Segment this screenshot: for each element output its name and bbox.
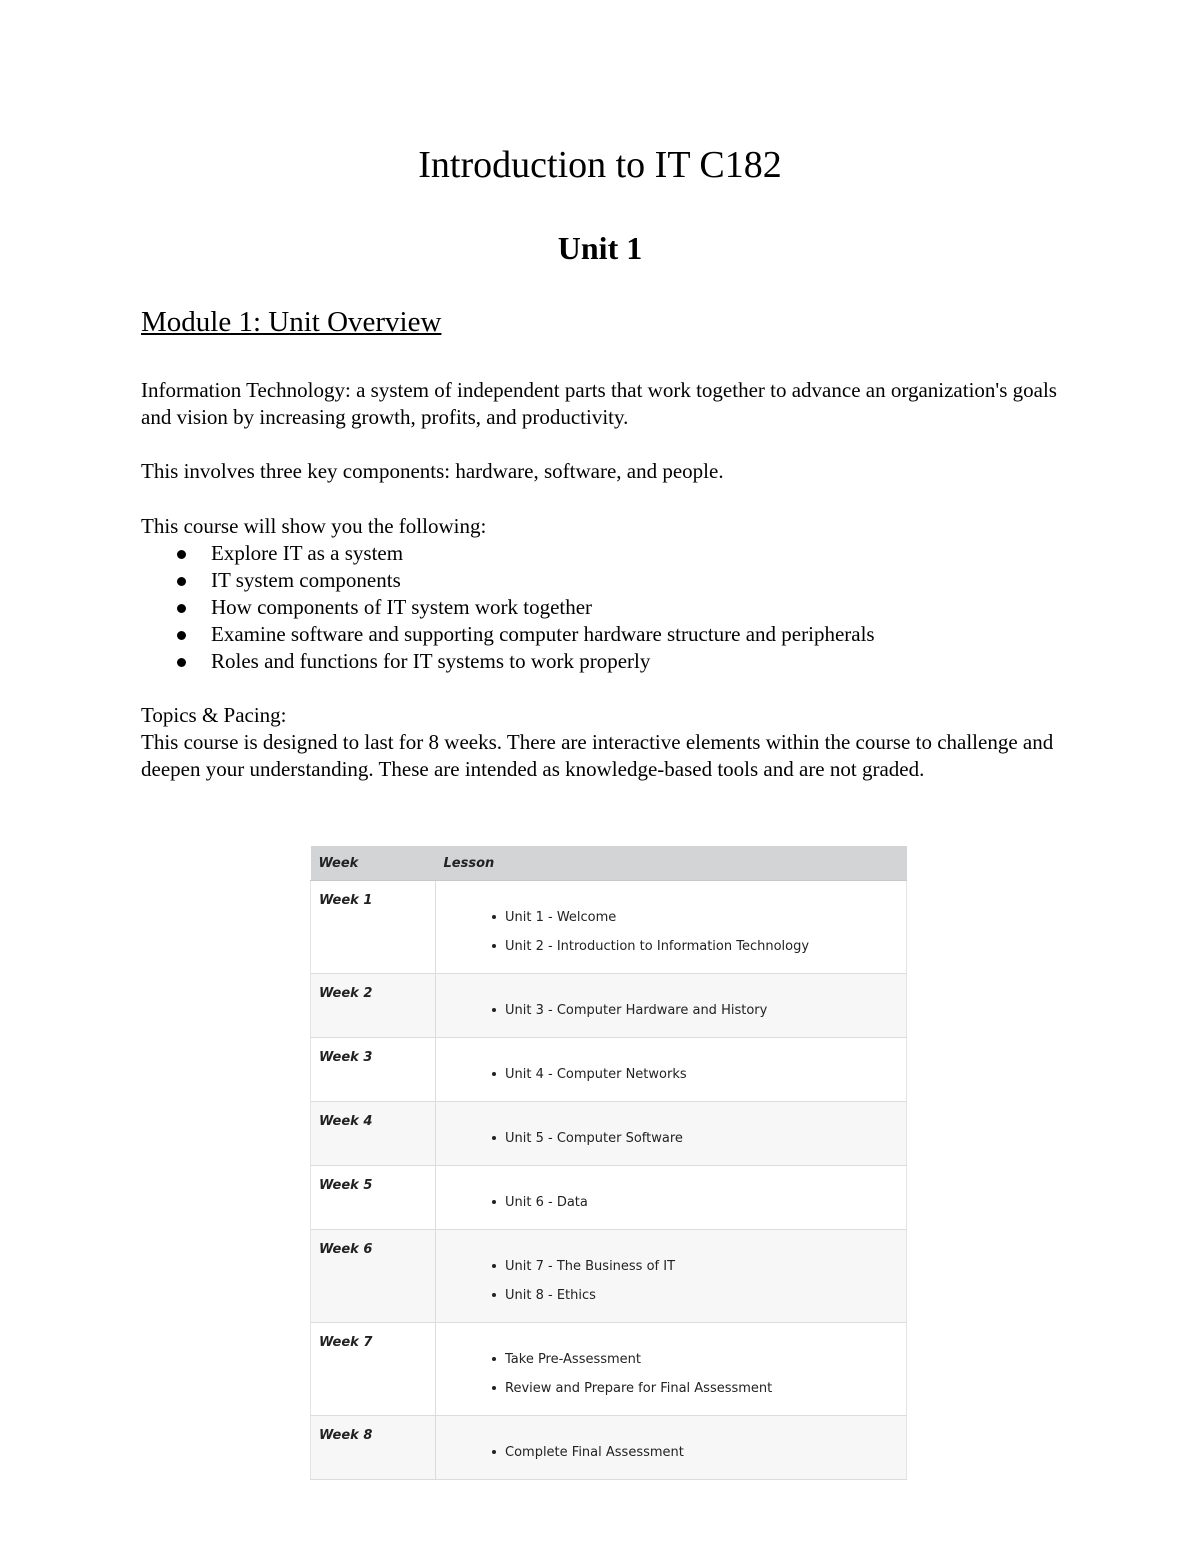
list-item-text: Roles and functions for IT systems to work properly	[211, 649, 651, 673]
lesson-item: Unit 5 - Computer Software	[492, 1124, 906, 1153]
week-cell: Week 3	[311, 1038, 436, 1102]
unit-title: Unit 1	[557, 230, 643, 266]
table-row	[311, 1166, 907, 1230]
lesson-item: Unit 8 - Ethics	[492, 1281, 906, 1310]
week-cell: Week 1	[311, 881, 436, 974]
list-item	[141, 621, 875, 648]
bullet-icon	[177, 577, 186, 586]
document-title: Introduction to IT C182	[418, 144, 782, 186]
bullet-icon	[177, 550, 186, 559]
week-cell: Week 5	[311, 1166, 436, 1230]
table-row	[311, 881, 907, 974]
table-row	[311, 1102, 907, 1166]
lesson-item: Take Pre-Assessment	[492, 1345, 906, 1374]
list-item	[141, 567, 875, 594]
bullet-icon	[177, 631, 186, 640]
course-objectives-list	[141, 540, 875, 675]
lesson-cell	[436, 1323, 907, 1416]
list-item-text: IT system components	[211, 568, 401, 592]
table-row	[311, 1038, 907, 1102]
table-header-row	[311, 846, 907, 881]
lesson-item: Review and Prepare for Final Assessment	[492, 1374, 906, 1403]
course-intro-paragraph: This course will show you the following:	[141, 514, 487, 538]
lesson-cell	[436, 974, 907, 1038]
week-cell: Week 4	[311, 1102, 436, 1166]
lesson-cell	[436, 881, 907, 974]
header-week: Week	[311, 846, 436, 881]
topics-label: Topics & Pacing:	[141, 703, 287, 727]
lesson-item: Unit 2 - Introduction to Information Technology	[492, 932, 906, 961]
lesson-item: Unit 7 - The Business of IT	[492, 1252, 906, 1281]
table-row	[311, 1230, 907, 1323]
header-lesson: Lesson	[436, 846, 907, 881]
bullet-icon	[177, 658, 186, 667]
lesson-cell	[436, 1230, 907, 1323]
table-row	[311, 974, 907, 1038]
pacing-paragraph: This course is designed to last for 8 weeks. There are interactive elements within the course to challenge and deepen your understanding. These are intended as knowledge-based tools and are not graded.	[141, 730, 1054, 781]
lesson-cell	[436, 1038, 907, 1102]
lesson-item: Unit 4 - Computer Networks	[492, 1060, 906, 1089]
week-cell: Week 7	[311, 1323, 436, 1416]
lesson-item: Unit 6 - Data	[492, 1188, 906, 1217]
list-item-text: Explore IT as a system	[211, 541, 404, 565]
week-cell: Week 8	[311, 1416, 436, 1480]
list-item	[141, 594, 875, 621]
lesson-item: Complete Final Assessment	[492, 1438, 906, 1467]
module-heading: Module 1: Unit Overview	[141, 306, 442, 338]
schedule-table	[310, 846, 907, 1480]
table-row	[311, 1323, 907, 1416]
definition-paragraph: Information Technology: a system of independent parts that work together to advance an organization's goals and vision by increasing growth, profits, and productivity.	[141, 378, 1057, 429]
lesson-cell	[436, 1416, 907, 1480]
list-item-text: Examine software and supporting computer hardware structure and peripherals	[211, 622, 875, 646]
lesson-cell	[436, 1166, 907, 1230]
components-paragraph: This involves three key components: hardware, software, and people.	[141, 459, 724, 483]
week-cell: Week 6	[311, 1230, 436, 1323]
week-cell: Week 2	[311, 974, 436, 1038]
lesson-cell	[436, 1102, 907, 1166]
table-row	[311, 1416, 907, 1480]
lesson-item: Unit 1 - Welcome	[492, 903, 906, 932]
list-item	[141, 540, 875, 567]
lesson-item: Unit 3 - Computer Hardware and History	[492, 996, 906, 1025]
list-item-text: How components of IT system work together	[211, 595, 593, 619]
list-item	[141, 648, 875, 675]
bullet-icon	[177, 604, 186, 613]
